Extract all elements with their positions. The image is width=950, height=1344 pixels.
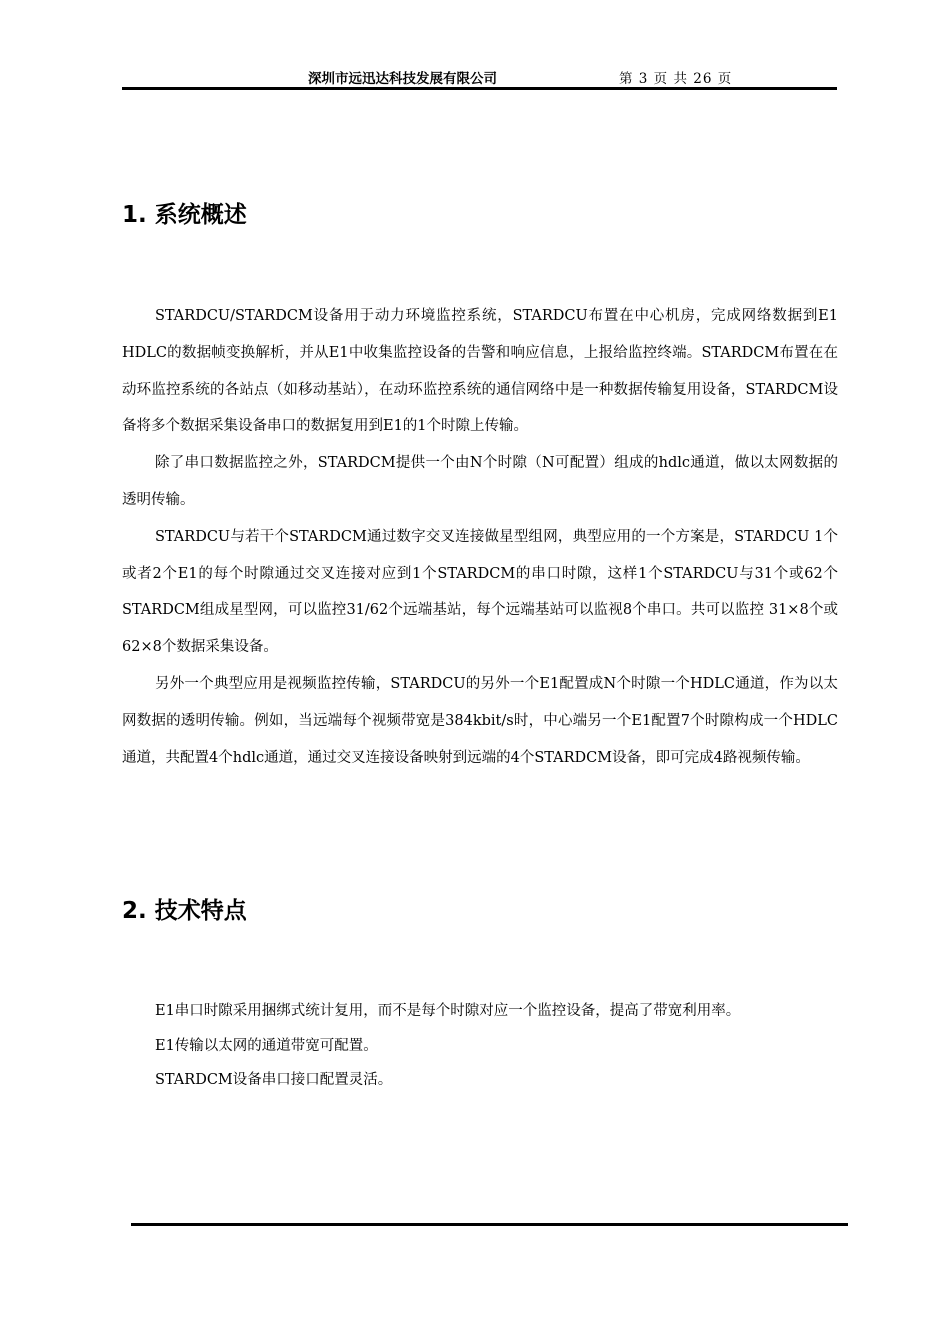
section-1-title: 1. 系统概述 [122, 202, 247, 228]
header-page-number: 第 3 页 共 26 页 [619, 71, 733, 87]
section-1-body [122, 298, 838, 776]
section-2-body [122, 994, 838, 1098]
header-divider [122, 87, 837, 90]
section-2-title: 2. 技术特点 [122, 898, 247, 924]
header-company-name: 深圳市远迅达科技发展有限公司 [308, 71, 497, 87]
section-2-paragraph-3: STARDCM设备串口接口配置灵活。 [155, 1072, 393, 1088]
page-header [122, 66, 837, 88]
section-2-paragraph-1: E1串口时隙采用捆绑式统计复用，而不是每个时隙对应一个监控设备，提高了带宽利用率。 [155, 1003, 741, 1019]
section-1-paragraph-4: 另外一个典型应用是视频监控传输，STARDCU的另外一个E1配置成N个时隙一个HDLC通道，作为以太网数据的透明传输。例如，当远端每个视频带宽是384kbit/s时，中心端另一个E1配置7个时隙构成一个HDLC通道，共配置4个hdlc通道，通过交叉连接设备映射到远端的4个STARDCM设备，即可完成4路视频传输。 [122, 675, 838, 766]
section-1-paragraph-1: STARDCU/STARDCM设备用于动力环境监控系统，STARDCU布置在中心机房，完成网络数据到E1 HDLC的数据帧变换解析，并从E1中收集监控设备的告警和响应信息，上报给监控终端。STARDCM布置在在动环监控系统的各站点（如移动基站），在动环监控系统的通信网络中是一种数据传输复用设备，STARDCM设备将多个数据采集设备串口的数据复用到E1的1个时隙上传输。 [122, 308, 838, 435]
section-1-paragraph-3: STARDCU与若干个STARDCM通过数字交叉连接做星型组网，典型应用的一个方案是，STARDCU 1个或者2个E1的每个时隙通过交叉连接对应到1个STARDCM的串口时隙，这样1个STARDCU与31个或62个STARDCM组成星型网，可以监控31/62个远端基站，每个远端基站可以监视8个串口。共可以监控 31×8个或62×8个数据采集设备。 [122, 528, 838, 656]
section-1-paragraph-2: 除了串口数据监控之外，STARDCM提供一个由N个时隙（N可配置）组成的hdlc通道，做以太网数据的透明传输。 [122, 455, 838, 508]
section-2-paragraph-2: E1传输以太网的通道带宽可配置。 [155, 1037, 378, 1054]
footer-divider [131, 1223, 848, 1226]
